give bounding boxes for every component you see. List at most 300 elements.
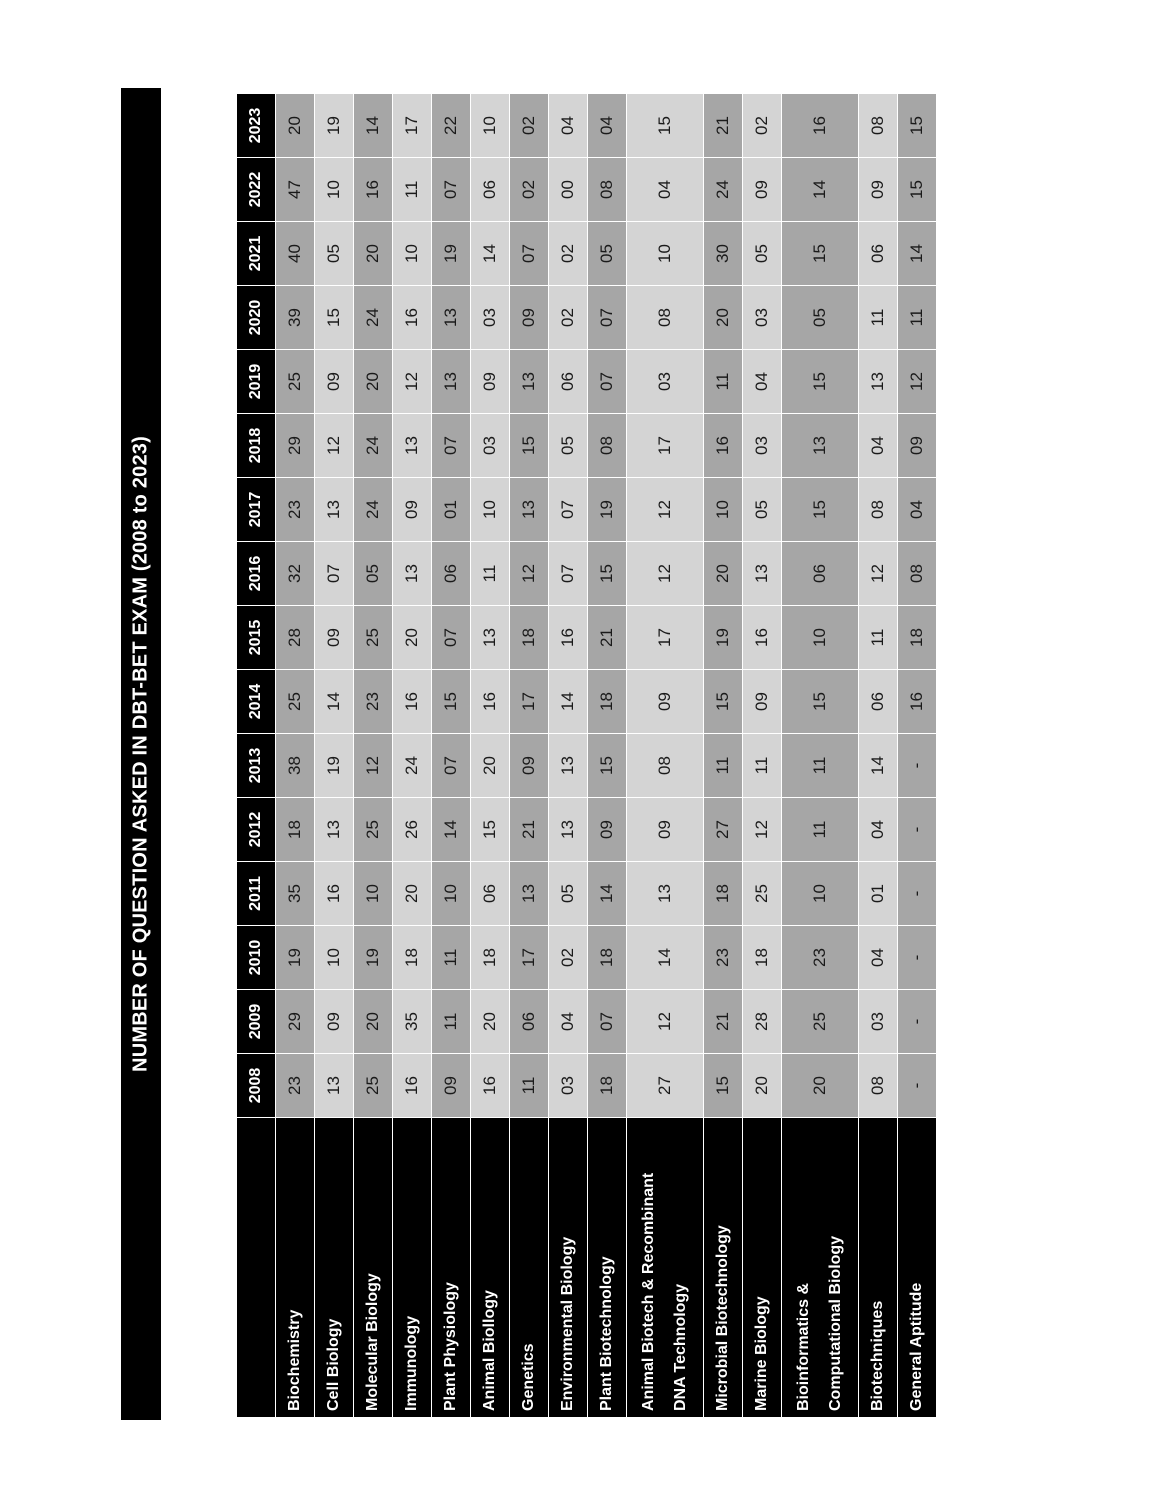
count-cell: 02 (510, 158, 549, 222)
table-row (704, 94, 743, 1418)
count-cell: 25 (743, 862, 782, 926)
count-cell: 15 (782, 350, 859, 414)
count-cell: 10 (471, 94, 510, 158)
count-cell: 11 (782, 734, 859, 798)
count-cell: 27 (704, 798, 743, 862)
subject-label: Animal Biotech & Recombinant (640, 1172, 658, 1411)
count-cell: 21 (704, 94, 743, 158)
count-cell: 13 (315, 798, 354, 862)
table-row (549, 94, 588, 1418)
count-cell: 11 (704, 350, 743, 414)
count-cell: 11 (393, 158, 432, 222)
count-cell: 17 (627, 414, 704, 478)
count-cell: 03 (627, 350, 704, 414)
count-cell: 24 (393, 734, 432, 798)
count-cell: 04 (549, 94, 588, 158)
count-cell: 10 (782, 862, 859, 926)
count-cell: 13 (782, 414, 859, 478)
count-cell: 10 (354, 862, 393, 926)
year-header: 2022 (237, 158, 276, 222)
subject-label: Environmental Biology (559, 1236, 577, 1411)
count-cell: 16 (898, 670, 937, 734)
table-row (276, 94, 315, 1418)
year-header: 2012 (237, 798, 276, 862)
count-cell: 07 (432, 734, 471, 798)
count-cell: 27 (627, 1054, 704, 1118)
count-cell: 24 (354, 478, 393, 542)
count-cell: 05 (743, 478, 782, 542)
count-cell: 09 (859, 158, 898, 222)
count-cell: 05 (588, 222, 627, 286)
count-cell: 02 (549, 926, 588, 990)
count-cell: 08 (859, 1054, 898, 1118)
count-cell: 00 (549, 158, 588, 222)
count-cell: 23 (276, 478, 315, 542)
count-cell: 12 (627, 990, 704, 1054)
count-cell: 19 (704, 606, 743, 670)
subject-label: Marine Biology (753, 1296, 771, 1411)
count-cell: 20 (393, 606, 432, 670)
count-cell: 21 (510, 798, 549, 862)
subject-cell (743, 1118, 782, 1418)
count-cell: 17 (393, 94, 432, 158)
count-cell: 19 (315, 734, 354, 798)
count-cell: 15 (510, 414, 549, 478)
count-cell: 13 (627, 862, 704, 926)
count-cell: 08 (627, 734, 704, 798)
table-row (627, 94, 704, 1418)
rotated-table (236, 94, 936, 1418)
subject-label: General Aptitude (908, 1282, 926, 1411)
subject-cell (859, 1118, 898, 1418)
count-cell: 09 (743, 158, 782, 222)
subject-cell (354, 1118, 393, 1418)
count-cell: 40 (276, 222, 315, 286)
count-cell: 25 (276, 670, 315, 734)
count-cell: 35 (276, 862, 315, 926)
questions-table (236, 94, 936, 1418)
subject-label: Computational Biology (827, 1235, 844, 1411)
count-cell: 21 (704, 990, 743, 1054)
count-cell: 10 (627, 222, 704, 286)
count-cell: 14 (549, 670, 588, 734)
count-cell: 11 (859, 606, 898, 670)
count-cell: 05 (782, 286, 859, 350)
year-header: 2014 (237, 670, 276, 734)
subject-cell (510, 1118, 549, 1418)
count-cell: 20 (704, 542, 743, 606)
subject-cell (898, 1118, 937, 1418)
subject-label: Plant Physiology (442, 1282, 460, 1411)
count-cell: 39 (276, 286, 315, 350)
count-cell: 09 (510, 286, 549, 350)
count-cell: 08 (859, 478, 898, 542)
count-cell: 01 (859, 862, 898, 926)
table-row (393, 94, 432, 1418)
subject-label: Biotechniques (869, 1300, 887, 1411)
table-row (588, 94, 627, 1418)
count-cell: 16 (393, 286, 432, 350)
count-cell: 20 (393, 862, 432, 926)
subject-label: Cell Biology (325, 1318, 343, 1411)
count-cell: 13 (510, 350, 549, 414)
year-header: 2017 (237, 478, 276, 542)
table-row (859, 94, 898, 1418)
count-cell: 04 (859, 926, 898, 990)
count-cell: 12 (627, 478, 704, 542)
count-cell: 09 (315, 350, 354, 414)
table-row (510, 94, 549, 1418)
count-cell: 24 (354, 286, 393, 350)
count-cell: - (898, 1054, 937, 1118)
count-cell: 07 (588, 286, 627, 350)
count-cell: 15 (432, 670, 471, 734)
year-header: 2020 (237, 286, 276, 350)
count-cell: 11 (743, 734, 782, 798)
count-cell: 01 (432, 478, 471, 542)
subject-label: Immunology (403, 1315, 421, 1411)
year-header: 2009 (237, 990, 276, 1054)
count-cell: 04 (898, 478, 937, 542)
count-cell: 17 (627, 606, 704, 670)
count-cell: 07 (432, 414, 471, 478)
count-cell: 13 (315, 478, 354, 542)
count-cell: 03 (743, 414, 782, 478)
count-cell: 13 (510, 862, 549, 926)
count-cell: 09 (510, 734, 549, 798)
count-cell: 05 (315, 222, 354, 286)
count-cell: 20 (354, 350, 393, 414)
count-cell: 09 (432, 1054, 471, 1118)
count-cell: 29 (276, 414, 315, 478)
count-cell: 25 (354, 1054, 393, 1118)
count-cell: 20 (354, 222, 393, 286)
count-cell: 04 (859, 798, 898, 862)
count-cell: 11 (432, 926, 471, 990)
count-cell: 15 (588, 542, 627, 606)
count-cell: 09 (627, 670, 704, 734)
count-cell: 18 (704, 862, 743, 926)
count-cell: 14 (782, 158, 859, 222)
count-cell: 11 (510, 1054, 549, 1118)
count-cell: 11 (471, 542, 510, 606)
count-cell: 09 (315, 606, 354, 670)
count-cell: 05 (549, 414, 588, 478)
count-cell: 15 (704, 670, 743, 734)
count-cell: 15 (627, 94, 704, 158)
count-cell: 06 (859, 222, 898, 286)
count-cell: 10 (471, 478, 510, 542)
count-cell: - (898, 798, 937, 862)
year-header: 2016 (237, 542, 276, 606)
count-cell: 02 (743, 94, 782, 158)
count-cell: 16 (471, 1054, 510, 1118)
count-cell: 11 (704, 734, 743, 798)
subject-cell (471, 1118, 510, 1418)
count-cell: 19 (354, 926, 393, 990)
count-cell: 18 (743, 926, 782, 990)
count-cell: 15 (782, 670, 859, 734)
count-cell: 18 (393, 926, 432, 990)
count-cell: 03 (743, 286, 782, 350)
count-cell: 06 (471, 862, 510, 926)
year-header: 2015 (237, 606, 276, 670)
count-cell: 28 (743, 990, 782, 1054)
table-row (354, 94, 393, 1418)
count-cell: 14 (354, 94, 393, 158)
count-cell: 07 (510, 222, 549, 286)
count-cell: 13 (432, 286, 471, 350)
count-cell: 09 (471, 350, 510, 414)
subject-cell (432, 1118, 471, 1418)
count-cell: 12 (743, 798, 782, 862)
count-cell: 05 (354, 542, 393, 606)
count-cell: 02 (549, 286, 588, 350)
count-cell: 22 (432, 94, 471, 158)
year-header: 2013 (237, 734, 276, 798)
count-cell: 19 (432, 222, 471, 286)
count-cell: 07 (549, 542, 588, 606)
count-cell: 14 (898, 222, 937, 286)
count-cell: 07 (549, 478, 588, 542)
count-cell: 19 (315, 94, 354, 158)
count-cell: 11 (859, 286, 898, 350)
count-cell: 11 (782, 798, 859, 862)
count-cell: 23 (354, 670, 393, 734)
count-cell: 13 (743, 542, 782, 606)
subject-cell (588, 1118, 627, 1418)
count-cell: 15 (898, 94, 937, 158)
page-title: NUMBER OF QUESTION ASKED IN DBT-BET EXAM (2008 to 2023) (129, 436, 152, 1072)
count-cell: 03 (549, 1054, 588, 1118)
count-cell: 05 (549, 862, 588, 926)
corner-cell (237, 1118, 276, 1418)
count-cell: 21 (588, 606, 627, 670)
count-cell: 04 (743, 350, 782, 414)
count-cell: 32 (276, 542, 315, 606)
count-cell: 08 (588, 158, 627, 222)
count-cell: - (898, 990, 937, 1054)
count-cell: - (898, 926, 937, 990)
subject-label: DNA Technology (672, 1283, 689, 1411)
count-cell: 07 (588, 350, 627, 414)
count-cell: 13 (549, 798, 588, 862)
count-cell: 07 (432, 158, 471, 222)
count-cell: 06 (471, 158, 510, 222)
subject-cell (393, 1118, 432, 1418)
count-cell: 16 (315, 862, 354, 926)
count-cell: 09 (315, 990, 354, 1054)
subject-cell (549, 1118, 588, 1418)
count-cell: 15 (782, 222, 859, 286)
count-cell: 13 (549, 734, 588, 798)
count-cell: 13 (432, 350, 471, 414)
count-cell: 06 (859, 670, 898, 734)
count-cell: 13 (393, 542, 432, 606)
count-cell: 18 (510, 606, 549, 670)
count-cell: 02 (549, 222, 588, 286)
count-cell: 25 (276, 350, 315, 414)
count-cell: 04 (588, 94, 627, 158)
count-cell: 23 (782, 926, 859, 990)
count-cell: 07 (588, 990, 627, 1054)
count-cell: 06 (432, 542, 471, 606)
count-cell: 16 (393, 1054, 432, 1118)
count-cell: 47 (276, 158, 315, 222)
count-cell: 15 (704, 1054, 743, 1118)
count-cell: 17 (510, 926, 549, 990)
count-cell: 09 (743, 670, 782, 734)
count-cell: 06 (782, 542, 859, 606)
count-cell: 08 (859, 94, 898, 158)
count-cell: 15 (471, 798, 510, 862)
count-cell: 16 (743, 606, 782, 670)
count-cell: 03 (859, 990, 898, 1054)
count-cell: 20 (782, 1054, 859, 1118)
count-cell: 09 (627, 798, 704, 862)
count-cell: 26 (393, 798, 432, 862)
count-cell: 15 (588, 734, 627, 798)
count-cell: 19 (588, 478, 627, 542)
count-cell: 04 (859, 414, 898, 478)
year-header: 2018 (237, 414, 276, 478)
table-row (432, 94, 471, 1418)
count-cell: 04 (627, 158, 704, 222)
year-header: 2008 (237, 1054, 276, 1118)
count-cell: 10 (704, 478, 743, 542)
count-cell: 18 (588, 1054, 627, 1118)
count-cell: 10 (432, 862, 471, 926)
count-cell: 09 (393, 478, 432, 542)
count-cell: 13 (471, 606, 510, 670)
table-row (782, 94, 859, 1418)
count-cell: 20 (354, 990, 393, 1054)
count-cell: 14 (471, 222, 510, 286)
count-cell: 13 (315, 1054, 354, 1118)
count-cell: 16 (354, 158, 393, 222)
count-cell: 06 (549, 350, 588, 414)
count-cell: 13 (393, 414, 432, 478)
table-row (471, 94, 510, 1418)
count-cell: 08 (627, 286, 704, 350)
count-cell: 24 (704, 158, 743, 222)
year-header: 2021 (237, 222, 276, 286)
header-row (237, 94, 276, 1418)
count-cell: 30 (704, 222, 743, 286)
count-cell: 16 (782, 94, 859, 158)
count-cell: 12 (510, 542, 549, 606)
count-cell: 29 (276, 990, 315, 1054)
count-cell: 12 (898, 350, 937, 414)
subject-cell (276, 1118, 315, 1418)
count-cell: 20 (471, 990, 510, 1054)
count-cell: 03 (471, 286, 510, 350)
count-cell: 07 (432, 606, 471, 670)
count-cell: - (898, 734, 937, 798)
count-cell: 09 (588, 798, 627, 862)
count-cell: 12 (393, 350, 432, 414)
count-cell: 16 (704, 414, 743, 478)
count-cell: 02 (510, 94, 549, 158)
table-row (315, 94, 354, 1418)
count-cell: 13 (510, 478, 549, 542)
subject-label: Bioinformatics & (795, 1282, 813, 1411)
table-row (898, 94, 937, 1418)
subject-label: Biochemistry (286, 1309, 304, 1411)
count-cell: 19 (276, 926, 315, 990)
count-cell: 14 (315, 670, 354, 734)
count-cell: 18 (276, 798, 315, 862)
year-header: 2011 (237, 862, 276, 926)
count-cell: 20 (276, 94, 315, 158)
count-cell: 20 (743, 1054, 782, 1118)
table-row (743, 94, 782, 1418)
count-cell: 35 (393, 990, 432, 1054)
count-cell: 16 (393, 670, 432, 734)
count-cell: 06 (510, 990, 549, 1054)
count-cell: 05 (743, 222, 782, 286)
count-cell: 20 (471, 734, 510, 798)
year-header: 2019 (237, 350, 276, 414)
count-cell: 25 (782, 990, 859, 1054)
count-cell: 16 (549, 606, 588, 670)
count-cell: 20 (704, 286, 743, 350)
count-cell: 07 (315, 542, 354, 606)
count-cell: 12 (354, 734, 393, 798)
subject-cell (782, 1118, 859, 1418)
count-cell: 12 (315, 414, 354, 478)
count-cell: 18 (471, 926, 510, 990)
count-cell: 11 (898, 286, 937, 350)
count-cell: 15 (898, 158, 937, 222)
subject-cell (704, 1118, 743, 1418)
count-cell: 24 (354, 414, 393, 478)
count-cell: 18 (898, 606, 937, 670)
count-cell: 14 (859, 734, 898, 798)
count-cell: 08 (588, 414, 627, 478)
count-cell: 09 (898, 414, 937, 478)
count-cell: 12 (859, 542, 898, 606)
subject-label: Plant Biotechnology (598, 1256, 616, 1411)
count-cell: 25 (354, 606, 393, 670)
count-cell: 14 (432, 798, 471, 862)
count-cell: 28 (276, 606, 315, 670)
subject-label: Animal Biollogy (481, 1290, 499, 1411)
count-cell: 16 (471, 670, 510, 734)
count-cell: 15 (315, 286, 354, 350)
count-cell: 11 (432, 990, 471, 1054)
count-cell: 10 (315, 926, 354, 990)
count-cell: 38 (276, 734, 315, 798)
count-cell: 15 (782, 478, 859, 542)
subject-cell (627, 1118, 704, 1418)
count-cell: 10 (782, 606, 859, 670)
count-cell: 14 (627, 926, 704, 990)
subject-cell (315, 1118, 354, 1418)
count-cell: 04 (549, 990, 588, 1054)
title-banner (121, 88, 161, 1420)
count-cell: 23 (704, 926, 743, 990)
count-cell: 23 (276, 1054, 315, 1118)
subject-label: Microbial Biotechnology (714, 1225, 732, 1411)
count-cell: 13 (859, 350, 898, 414)
count-cell: 18 (588, 670, 627, 734)
subject-label: Molecular Biology (364, 1273, 382, 1411)
count-cell: 25 (354, 798, 393, 862)
count-cell: 08 (898, 542, 937, 606)
count-cell: 18 (588, 926, 627, 990)
count-cell: - (898, 862, 937, 926)
